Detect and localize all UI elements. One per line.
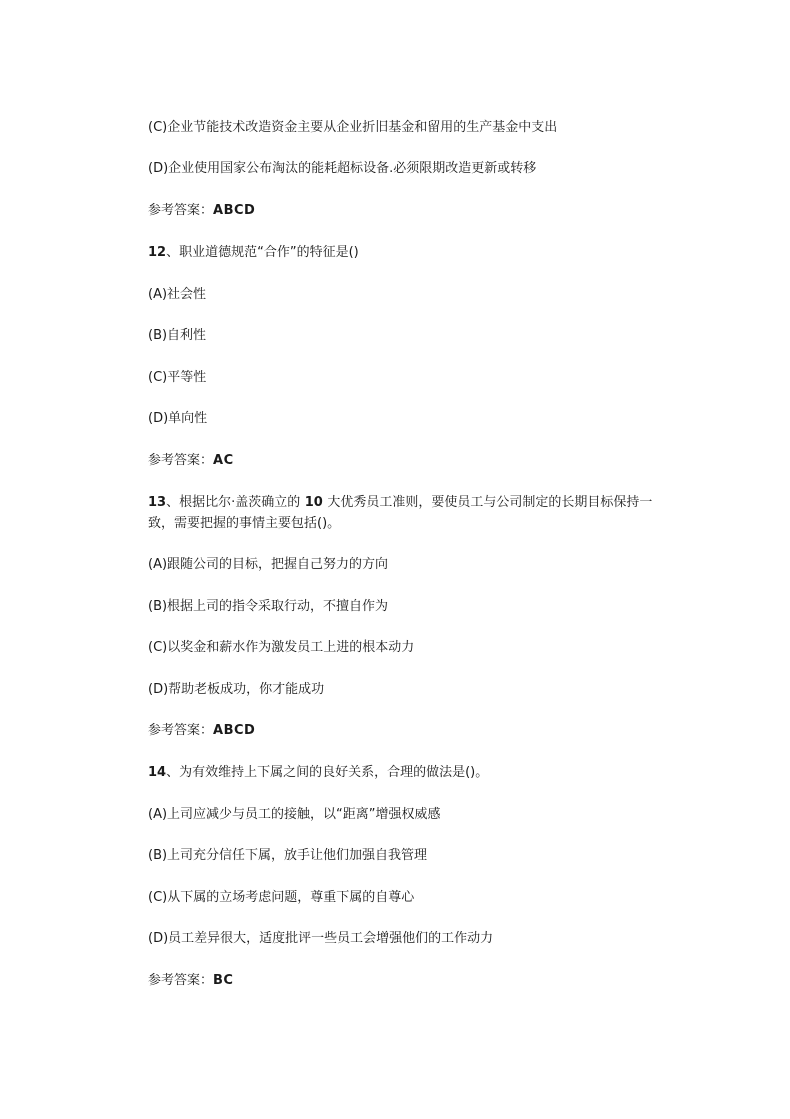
answer-q14 [148, 970, 668, 991]
option-d-q11: (D)企业使用国家公布淘汰的能耗超标设备.必须限期改造更新或转移 [148, 161, 537, 176]
question-number: 14 [148, 765, 167, 780]
answer-label: 参考答案： [148, 723, 214, 738]
option-c-q12: (C)平等性 [148, 370, 207, 385]
question-12 [148, 242, 668, 263]
answer-label: 参考答案： [148, 203, 214, 218]
option-d-q14: (D)员工差异很大，适度批评一些员工会增强他们的工作动力 [148, 931, 494, 946]
answer-value: BC [213, 973, 234, 988]
answer-q12 [148, 450, 668, 471]
option-a-q13: (A)跟随公司的目标，把握自己努力的方向 [148, 557, 389, 572]
answer-label: 参考答案： [148, 453, 214, 468]
question-text: 、为有效维持上下属之间的良好关系，合理的做法是()。 [166, 765, 489, 780]
question-number: 13 [148, 495, 167, 510]
question-text-number: 10 [300, 495, 328, 510]
answer-value: ABCD [213, 203, 256, 218]
answer-value: ABCD [213, 723, 256, 738]
option-d-q13: (D)帮助老板成功，你才能成功 [148, 682, 325, 697]
answer-value: AC [213, 453, 234, 468]
question-text: 、职业道德规范“合作”的特征是() [166, 245, 359, 260]
option-a-q12: (A)社会性 [148, 287, 207, 302]
option-c-q11: (C)企业节能技术改造资金主要从企业折旧基金和留用的生产基金中支出 [148, 120, 558, 135]
option-b-q13: (B)根据上司的指令采取行动，不擅自作为 [148, 599, 389, 614]
option-c-q14: (C)从下属的立场考虑问题，尊重下属的自尊心 [148, 890, 415, 905]
question-text-part1: 、根据比尔·盖茨确立的 [166, 495, 301, 510]
option-b-q12: (B)自利性 [148, 328, 207, 343]
option-d-q12: (D)单向性 [148, 411, 208, 426]
option-c-q13: (C)以奖金和薪水作为激发员工上进的根本动力 [148, 640, 415, 655]
question-number: 12 [148, 245, 167, 260]
option-a-q14: (A)上司应减少与员工的接触，以“距离”增强权威感 [148, 807, 441, 822]
answer-q13 [148, 720, 668, 741]
answer-label: 参考答案： [148, 973, 214, 988]
option-b-q14: (B)上司充分信任下属，放手让他们加强自我管理 [148, 848, 428, 863]
answer-q11 [148, 200, 668, 221]
question-13 [148, 492, 668, 534]
question-text-part2: 大优秀员工准则，要使员工与公司制定的长期目标保持一致，需要把握的事情主要包括()。 [148, 495, 653, 531]
question-14 [148, 762, 668, 783]
